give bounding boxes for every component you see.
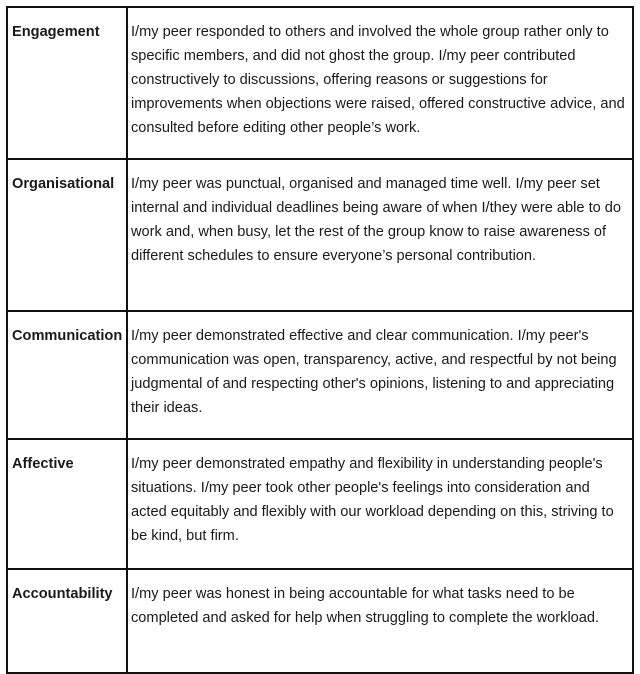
criterion-description: I/my peer responded to others and involved the whole group rather only to specific members, and did not ghost the group. I/my peer contributed constructively to discussions, offering reasons or suggestions for improvements when objections were raised, offered constructive advice, and consulted before editing other people’s work. (127, 7, 633, 159)
table-row (7, 7, 633, 159)
table-row (7, 569, 633, 673)
criterion-description: I/my peer was honest in being accountable for what tasks need to be completed and asked for help when struggling to complete the workload. (127, 569, 633, 673)
criterion-label: Communication (7, 311, 127, 439)
peer-assessment-criteria-table (6, 6, 634, 674)
criterion-description: I/my peer demonstrated effective and clear communication. I/my peer's communication was open, transparency, active, and respectful by not being judgmental of and respecting other's opinions, listening to and appreciating their ideas. (127, 311, 633, 439)
criterion-description: I/my peer was punctual, organised and managed time well. I/my peer set internal and individual deadlines being aware of when I/they were able to do work and, when busy, let the rest of the group know to raise awareness of different schedules to ensure everyone’s personal contribution. (127, 159, 633, 311)
criterion-label: Engagement (7, 7, 127, 159)
table-row (7, 159, 633, 311)
table-row (7, 311, 633, 439)
criterion-label: Affective (7, 439, 127, 569)
criterion-label: Accountability (7, 569, 127, 673)
table-row (7, 439, 633, 569)
criterion-description: I/my peer demonstrated empathy and flexibility in understanding people's situations. I/my peer took other people's feelings into consideration and acted equitably and flexibly with our workload depending on this, striving to be kind, but firm. (127, 439, 633, 569)
criterion-label: Organisational (7, 159, 127, 311)
